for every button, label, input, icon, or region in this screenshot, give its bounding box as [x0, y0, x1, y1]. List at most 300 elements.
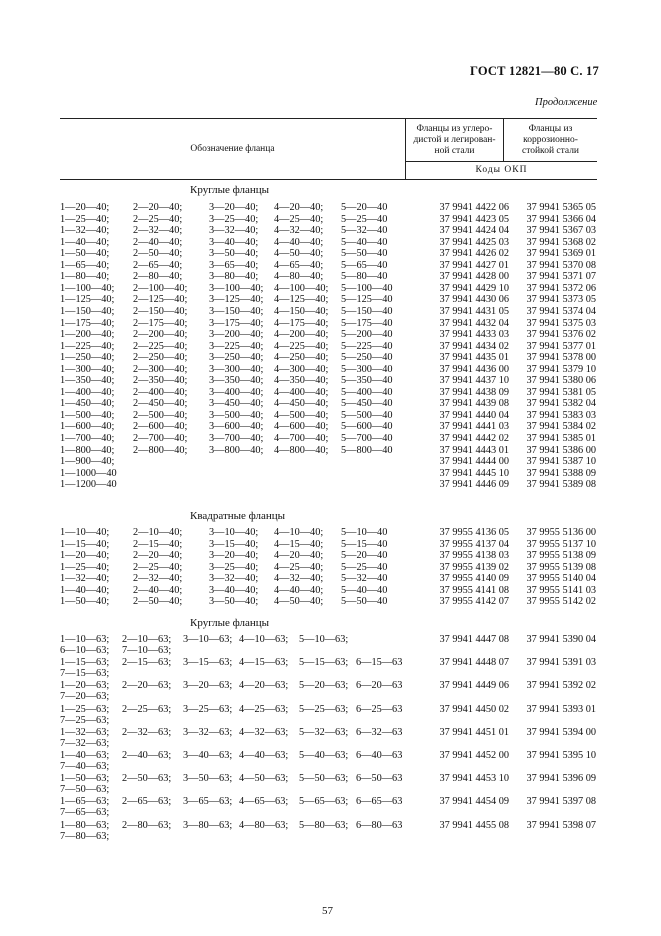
flange-designation: 5—20—63;	[299, 680, 349, 692]
okp-stainless-code: 37 9941 5373 05	[526, 294, 596, 306]
flange-designation: 4—50—40;	[274, 596, 324, 607]
flange-designation: 2—20—40;	[133, 550, 183, 561]
stainless-line-1: Фланцы из	[528, 123, 573, 134]
flange-designation: 2—500—40;	[133, 409, 188, 421]
okp-stainless-code: 37 9941 5397 08	[526, 796, 596, 808]
flange-designation: 2—10—40;	[133, 527, 183, 538]
flange-designation: 2—65—63;	[122, 796, 172, 808]
flange-designation: 4—40—40;	[274, 584, 324, 596]
table-row	[0, 294, 661, 306]
flange-designation: 1—400—40;	[60, 386, 115, 398]
okp-stainless-code: 37 9941 5392 02	[526, 680, 596, 692]
okp-carbon-code: 37 9941 4426 02	[439, 248, 509, 260]
flange-designation: 4—32—63;	[239, 726, 289, 738]
flange-designation: 5—150—40	[341, 305, 393, 317]
okp-stainless-code: 37 9955 5142 02	[526, 596, 596, 607]
okp-stainless-code: 37 9941 5366 04	[526, 213, 596, 225]
okp-stainless-code: 37 9941 5385 01	[526, 433, 596, 444]
okp-carbon-code: 37 9941 4451 01	[439, 726, 509, 738]
flange-designation: 5—25—40	[341, 561, 388, 573]
flange-designation: 3—20—40;	[209, 202, 259, 213]
flange-designation: 2—50—40;	[133, 248, 183, 260]
flange-designation: 3—32—40;	[209, 573, 259, 584]
flange-designation: 1—50—40;	[60, 596, 110, 607]
flange-designation: 4—25—63;	[239, 703, 289, 715]
okp-carbon-code: 37 9941 4449 06	[439, 680, 509, 692]
flange-designation: 4—450—40;	[274, 398, 329, 410]
flange-designation: 5—250—40	[341, 352, 393, 364]
flange-designation: 3—125—40;	[209, 294, 264, 306]
flange-designation: 1—15—63;	[60, 657, 110, 669]
table-row	[0, 479, 661, 491]
okp-stainless-code: 37 9941 5372 06	[526, 282, 596, 294]
table-row	[0, 375, 661, 387]
designation-header: Обозначение фланца	[60, 119, 406, 180]
flange-designation: 5—50—40	[341, 596, 388, 607]
flange-designation: 1—50—40;	[60, 248, 110, 260]
okp-carbon-code: 37 9941 4452 00	[439, 750, 509, 761]
flange-designation: 1—1200—40	[60, 479, 117, 491]
flange-designation: 6—65—63	[356, 796, 403, 808]
table-row	[0, 445, 661, 457]
flange-designation: 7—15—63;	[60, 668, 110, 680]
table-row-continuation	[0, 691, 661, 703]
flange-designation: 3—80—63;	[183, 819, 233, 831]
flange-designation: 7—10—63;	[122, 645, 172, 656]
flange-designation: 6—50—63	[356, 773, 403, 785]
table-row	[0, 260, 661, 272]
flange-designation: 3—20—40;	[209, 550, 259, 561]
flange-designation: 6—20—63	[356, 680, 403, 692]
okp-stainless-code: 37 9941 5396 09	[526, 773, 596, 785]
flange-designation: 3—700—40;	[209, 433, 264, 444]
flange-designation: 1—80—63;	[60, 819, 110, 831]
flange-designation: 2—300—40;	[133, 363, 188, 375]
flange-designation: 1—25—40;	[60, 213, 110, 225]
okp-carbon-code: 37 9941 4455 08	[439, 819, 509, 831]
okp-carbon-code: 37 9941 4430 06	[439, 294, 509, 306]
table-row-continuation	[0, 807, 661, 819]
flange-designation: 4—32—40;	[274, 225, 324, 237]
flange-designation: 2—50—40;	[133, 596, 183, 607]
flange-designation: 1—200—40;	[60, 329, 115, 341]
okp-carbon-code: 37 9941 4446 09	[439, 479, 509, 491]
flange-designation: 5—500—40	[341, 409, 393, 421]
table-row	[0, 456, 661, 468]
flange-designation: 6—10—63;	[60, 645, 110, 656]
okp-stainless-code: 37 9941 5398 07	[526, 819, 596, 831]
flange-designation: 7—40—63;	[60, 761, 110, 772]
flange-designation: 4—50—63;	[239, 773, 289, 785]
continuation-label: Продолжение	[535, 97, 598, 108]
flange-designation: 1—20—40;	[60, 202, 110, 213]
flange-designation: 3—350—40;	[209, 375, 264, 387]
table-row	[0, 248, 661, 260]
okp-stainless-code: 37 9955 5137 10	[526, 538, 596, 550]
okp-stainless-code: 37 9941 5381 05	[526, 386, 596, 398]
flange-designation: 3—40—40;	[209, 236, 259, 248]
page-header-title: ГОСТ 12821—80 С. 17	[470, 64, 599, 78]
flange-designation: 1—350—40;	[60, 375, 115, 387]
flange-designation: 5—300—40	[341, 363, 393, 375]
okp-stainless-code: 37 9941 5390 04	[526, 634, 596, 645]
flange-designation: 2—40—40;	[133, 236, 183, 248]
okp-stainless-code: 37 9941 5384 02	[526, 421, 596, 433]
flange-designation: 1—100—40;	[60, 282, 115, 294]
flange-designation: 4—200—40;	[274, 329, 329, 341]
flange-designation: 7—50—63;	[60, 784, 110, 796]
stainless-steel-header	[504, 119, 598, 162]
okp-stainless-code: 37 9941 5382 04	[526, 398, 596, 410]
flange-designation: 3—600—40;	[209, 421, 264, 433]
okp-stainless-code: 37 9955 5138 09	[526, 550, 596, 561]
flange-designation: 1—1000—40	[60, 467, 117, 479]
flange-designation: 3—40—40;	[209, 584, 259, 596]
okp-carbon-code: 37 9941 4437 10	[439, 375, 509, 387]
okp-stainless-code: 37 9941 5389 08	[526, 479, 596, 491]
flange-designation: 2—80—63;	[122, 819, 172, 831]
flange-designation: 7—20—63;	[60, 691, 110, 703]
flange-designation: 3—20—63;	[183, 680, 233, 692]
flange-designation: 6—32—63	[356, 726, 403, 738]
flange-designation: 1—125—40;	[60, 294, 115, 306]
flange-designation: 3—65—40;	[209, 259, 259, 271]
table-row	[0, 398, 661, 410]
table-row	[0, 364, 661, 376]
table-row	[0, 318, 661, 330]
flange-designation: 6—25—63	[356, 703, 403, 715]
okp-stainless-code: 37 9941 5393 01	[526, 703, 596, 715]
flange-designation: 4—400—40;	[274, 386, 329, 398]
flange-designation: 1—800—40;	[60, 444, 115, 456]
table-row-continuation	[0, 668, 661, 680]
carbon-line-1: Фланцы из углеро-	[416, 123, 493, 134]
okp-stainless-code: 37 9955 5141 03	[526, 584, 596, 596]
flange-designation: 2—200—40;	[133, 329, 188, 341]
flange-designation: 4—250—40;	[274, 352, 329, 364]
flange-designation: 2—125—40;	[133, 294, 188, 306]
flange-designation: 5—10—40	[341, 527, 388, 538]
flange-designation: 4—20—40;	[274, 550, 324, 561]
flange-designation: 1—32—63;	[60, 726, 110, 738]
flange-designation: 3—800—40;	[209, 444, 264, 456]
flange-designation: 5—40—63;	[299, 750, 349, 761]
flange-designation: 4—32—40;	[274, 573, 324, 584]
flange-designation: 5—200—40	[341, 329, 393, 341]
okp-carbon-code: 37 9941 4439 08	[439, 398, 509, 410]
okp-stainless-code: 37 9955 5139 08	[526, 561, 596, 573]
flange-designation: 5—175—40	[341, 317, 393, 329]
table-header	[60, 118, 597, 180]
okp-stainless-code: 37 9941 5370 08	[526, 259, 596, 271]
table-row	[0, 329, 661, 341]
okp-carbon-code: 37 9941 4435 01	[439, 352, 509, 364]
flange-designation: 2—32—40;	[133, 573, 183, 584]
flange-designation: 4—125—40;	[274, 294, 329, 306]
okp-carbon-code: 37 9941 4425 03	[439, 236, 509, 248]
flange-designation: 2—50—63;	[122, 773, 172, 785]
flange-designation: 5—400—40	[341, 386, 393, 398]
okp-carbon-code: 37 9941 4441 03	[439, 421, 509, 433]
flange-designation: 1—25—63;	[60, 703, 110, 715]
okp-carbon-code: 37 9941 4442 02	[439, 433, 509, 444]
flange-designation: 5—100—40	[341, 282, 393, 294]
flange-designation: 1—500—40;	[60, 409, 115, 421]
table-row	[0, 306, 661, 318]
table-row	[0, 202, 661, 214]
flange-designation: 5—25—40	[341, 213, 388, 225]
okp-carbon-code: 37 9941 4422 06	[439, 202, 509, 213]
flange-designation: 5—450—40	[341, 398, 393, 410]
okp-carbon-code: 37 9955 4137 04	[439, 538, 509, 550]
flange-designation: 2—350—40;	[133, 375, 188, 387]
flange-designation: 5—700—40	[341, 433, 393, 444]
flange-designation: 2—20—63;	[122, 680, 172, 692]
flange-designation: 7—65—63;	[60, 807, 110, 819]
okp-stainless-code: 37 9941 5380 06	[526, 375, 596, 387]
flange-designation: 1—20—40;	[60, 550, 110, 561]
flange-designation: 4—25—40;	[274, 561, 324, 573]
flange-designation: 3—32—63;	[183, 726, 233, 738]
flange-designation: 3—65—63;	[183, 796, 233, 808]
flange-designation: 1—225—40;	[60, 340, 115, 352]
flange-designation: 5—40—40	[341, 236, 388, 248]
table-row	[0, 410, 661, 422]
flange-designation: 5—80—40	[341, 271, 388, 283]
flange-designation: 5—65—63;	[299, 796, 349, 808]
flange-designation: 3—40—63;	[183, 750, 233, 761]
flange-designation: 5—20—40	[341, 202, 388, 213]
flange-designation: 3—225—40;	[209, 340, 264, 352]
okp-carbon-code: 37 9941 4443 01	[439, 444, 509, 456]
flange-designation: 4—15—40;	[274, 538, 324, 550]
flange-designation: 3—50—63;	[183, 773, 233, 785]
table-row	[0, 573, 661, 585]
okp-stainless-code: 37 9941 5371 07	[526, 271, 596, 283]
flange-designation: 4—600—40;	[274, 421, 329, 433]
okp-carbon-code: 37 9941 4427 01	[439, 259, 509, 271]
flange-designation: 4—350—40;	[274, 375, 329, 387]
flange-designation: 2—250—40;	[133, 352, 188, 364]
okp-carbon-code: 37 9941 4447 08	[439, 634, 509, 645]
okp-stainless-code: 37 9941 5383 03	[526, 409, 596, 421]
flange-designation: 5—32—63;	[299, 726, 349, 738]
flange-designation: 7—32—63;	[60, 737, 110, 749]
okp-carbon-code: 37 9941 4454 09	[439, 796, 509, 808]
flange-designation: 2—150—40;	[133, 305, 188, 317]
flange-designation: 4—10—40;	[274, 527, 324, 538]
flange-designation: 2—400—40;	[133, 386, 188, 398]
flange-designation: 2—700—40;	[133, 433, 188, 444]
flange-designation: 3—450—40;	[209, 398, 264, 410]
okp-stainless-code: 37 9941 5374 04	[526, 305, 596, 317]
flange-designation: 1—10—63;	[60, 634, 110, 645]
okp-stainless-code: 37 9955 5140 04	[526, 573, 596, 584]
flange-designation: 6—80—63	[356, 819, 403, 831]
table-row	[0, 468, 661, 480]
okp-carbon-code: 37 9941 4423 05	[439, 213, 509, 225]
okp-carbon-code: 37 9941 4424 04	[439, 225, 509, 237]
flange-designation: 2—20—40;	[133, 202, 183, 213]
flange-designation: 3—50—40;	[209, 596, 259, 607]
flange-designation: 3—150—40;	[209, 305, 264, 317]
table-row	[0, 341, 661, 353]
table-row	[0, 387, 661, 399]
table-row-continuation	[0, 831, 661, 843]
flange-designation: 3—250—40;	[209, 352, 264, 364]
okp-stainless-code: 37 9941 5365 05	[526, 202, 596, 213]
flange-designation: 1—32—40;	[60, 573, 110, 584]
okp-carbon-code: 37 9941 4429 10	[439, 282, 509, 294]
flange-designation: 2—225—40;	[133, 340, 188, 352]
flange-designation: 2—10—63;	[122, 634, 172, 645]
flange-designation: 5—80—63;	[299, 819, 349, 831]
table-row	[0, 433, 661, 445]
flange-designation: 5—50—40	[341, 248, 388, 260]
flange-designation: 4—20—40;	[274, 202, 324, 213]
table-row-continuation	[0, 761, 661, 773]
okp-stainless-code: 37 9941 5379 10	[526, 363, 596, 375]
flange-designation: 4—65—63;	[239, 796, 289, 808]
flange-designation: 6—40—63	[356, 750, 403, 761]
okp-carbon-code: 37 9941 4438 09	[439, 386, 509, 398]
flange-designation: 5—40—40	[341, 584, 388, 596]
table-row	[0, 283, 661, 295]
stainless-line-3: стойкой стали	[521, 145, 580, 156]
flange-designation: 5—65—40	[341, 259, 388, 271]
okp-carbon-code: 37 9955 4141 08	[439, 584, 509, 596]
table-row	[0, 596, 661, 608]
flange-designation: 2—25—40;	[133, 561, 183, 573]
flange-designation: 5—32—40	[341, 225, 388, 237]
flange-designation: 1—300—40;	[60, 363, 115, 375]
table-row	[0, 214, 661, 226]
flange-designation: 1—250—40;	[60, 352, 115, 364]
flange-designation: 4—225—40;	[274, 340, 329, 352]
flange-designation: 5—25—63;	[299, 703, 349, 715]
okp-stainless-code: 37 9941 5395 10	[526, 750, 596, 761]
flange-designation: 1—450—40;	[60, 398, 115, 410]
flange-designation: 3—10—63;	[183, 634, 233, 645]
flange-designation: 3—300—40;	[209, 363, 264, 375]
flange-designation: 2—15—40;	[133, 538, 183, 550]
carbon-steel-header	[406, 119, 504, 162]
flange-designation: 3—500—40;	[209, 409, 264, 421]
table-row	[0, 585, 661, 597]
flange-designation: 5—32—40	[341, 573, 388, 584]
flange-designation: 1—65—40;	[60, 259, 110, 271]
table-row	[0, 539, 661, 551]
okp-codes-header: Коды ОКП	[406, 162, 598, 180]
flange-designation: 6—15—63	[356, 657, 403, 669]
flange-designation: 5—600—40	[341, 421, 393, 433]
stainless-line-2: коррозионно-	[523, 134, 578, 145]
flange-designation: 4—300—40;	[274, 363, 329, 375]
okp-stainless-code: 37 9941 5386 00	[526, 444, 596, 456]
flange-designation: 3—15—40;	[209, 538, 259, 550]
okp-stainless-code: 37 9955 5136 00	[526, 527, 596, 538]
flange-designation: 1—900—40;	[60, 456, 115, 468]
okp-stainless-code: 37 9941 5369 01	[526, 248, 596, 260]
flange-designation: 3—50—40;	[209, 248, 259, 260]
okp-stainless-code: 37 9941 5388 09	[526, 467, 596, 479]
flange-designation: 1—80—40;	[60, 271, 110, 283]
okp-carbon-code: 37 9941 4434 02	[439, 340, 509, 352]
table-row-continuation	[0, 715, 661, 727]
okp-carbon-code: 37 9941 4445 10	[439, 467, 509, 479]
flange-designation: 2—450—40;	[133, 398, 188, 410]
flange-designation: 2—175—40;	[133, 317, 188, 329]
okp-carbon-code: 37 9955 4140 09	[439, 573, 509, 584]
flange-designation: 3—200—40;	[209, 329, 264, 341]
flange-designation: 4—80—63;	[239, 819, 289, 831]
flange-designation: 2—25—40;	[133, 213, 183, 225]
okp-stainless-code: 37 9941 5394 00	[526, 726, 596, 738]
okp-carbon-code: 37 9955 4142 07	[439, 596, 509, 607]
okp-carbon-code: 37 9955 4136 05	[439, 527, 509, 538]
flange-designation: 3—15—63;	[183, 657, 233, 669]
flange-designation: 4—40—63;	[239, 750, 289, 761]
section-round-40: Круглые фланцы	[190, 184, 270, 196]
flange-designation: 1—50—63;	[60, 773, 110, 785]
flange-designation: 4—15—63;	[239, 657, 289, 669]
okp-stainless-code: 37 9941 5378 00	[526, 352, 596, 364]
flange-designation: 2—25—63;	[122, 703, 172, 715]
flange-designation: 1—20—63;	[60, 680, 110, 692]
okp-carbon-code: 37 9941 4432 04	[439, 317, 509, 329]
flange-designation: 3—10—40;	[209, 527, 259, 538]
flange-designation: 4—100—40;	[274, 282, 329, 294]
flange-designation: 5—225—40	[341, 340, 393, 352]
flange-designation: 1—65—63;	[60, 796, 110, 808]
flange-designation: 1—150—40;	[60, 305, 115, 317]
carbon-line-3: ной стали	[434, 145, 475, 156]
table-row	[0, 562, 661, 574]
flange-designation: 3—25—63;	[183, 703, 233, 715]
okp-carbon-code: 37 9941 4436 00	[439, 363, 509, 375]
flange-designation: 2—80—40;	[133, 271, 183, 283]
flange-designation: 3—100—40;	[209, 282, 264, 294]
flange-designation: 1—25—40;	[60, 561, 110, 573]
flange-designation: 1—40—40;	[60, 236, 110, 248]
flange-designation: 2—40—40;	[133, 584, 183, 596]
flange-designation: 5—50—63;	[299, 773, 349, 785]
flange-designation: 3—400—40;	[209, 386, 264, 398]
flange-designation: 4—20—63;	[239, 680, 289, 692]
flange-designation: 3—25—40;	[209, 213, 259, 225]
table-row	[0, 237, 661, 249]
okp-stainless-code: 37 9941 5368 02	[526, 236, 596, 248]
flange-designation: 4—10—63;	[239, 634, 289, 645]
table-row	[0, 421, 661, 433]
table-row-continuation	[0, 738, 661, 750]
okp-carbon-code: 37 9941 4431 05	[439, 305, 509, 317]
carbon-line-2: дистой и легирован-	[413, 134, 496, 145]
flange-designation: 2—600—40;	[133, 421, 188, 433]
flange-designation: 5—20—40	[341, 550, 388, 561]
flange-designation: 1—10—40;	[60, 527, 110, 538]
okp-stainless-code: 37 9941 5367 03	[526, 225, 596, 237]
flange-designation: 7—25—63;	[60, 714, 110, 726]
flange-designation: 1—32—40;	[60, 225, 110, 237]
okp-carbon-code: 37 9941 4444 00	[439, 456, 509, 468]
okp-stainless-code: 37 9941 5376 02	[526, 329, 596, 341]
flange-designation: 3—25—40;	[209, 561, 259, 573]
okp-carbon-code: 37 9941 4428 00	[439, 271, 509, 283]
section-round-63: Круглые фланцы	[190, 617, 270, 629]
flange-designation: 1—40—63;	[60, 750, 110, 761]
flange-designation: 4—25—40;	[274, 213, 324, 225]
